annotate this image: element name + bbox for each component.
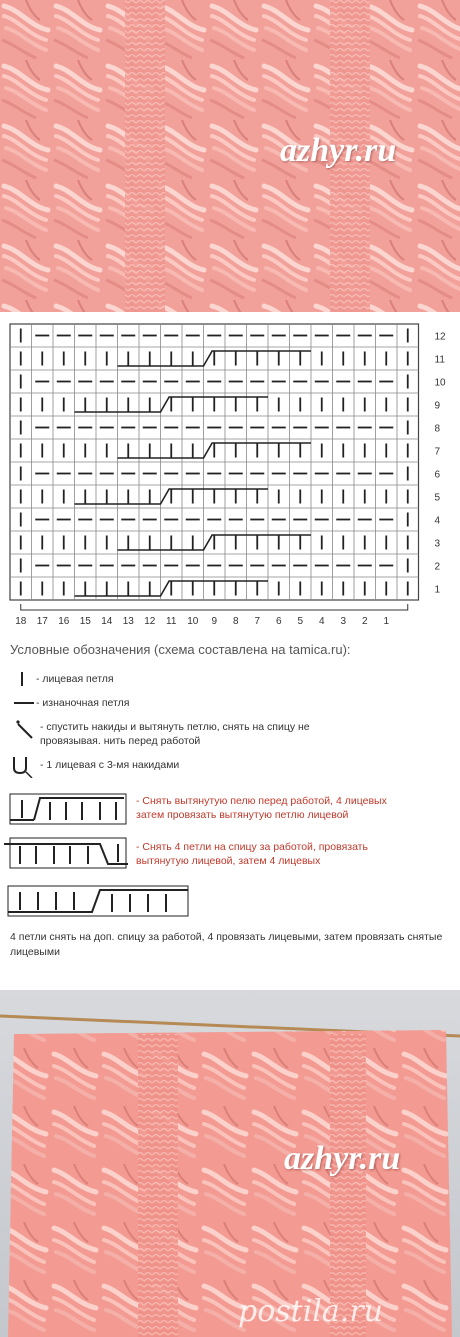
col-number: 6 bbox=[275, 616, 282, 627]
row-number: 3 bbox=[434, 538, 441, 550]
col-number: 1 bbox=[383, 616, 390, 627]
legend bbox=[0, 638, 460, 968]
col-number: 2 bbox=[361, 616, 368, 627]
col-number: 3 bbox=[340, 616, 347, 627]
cable-icon bbox=[6, 884, 190, 920]
row-number: 5 bbox=[434, 492, 441, 504]
watermark-bottom: azhyr.ru bbox=[284, 1140, 401, 1177]
legend-title: Условные обозначения (схема составлена на tamica.ru): bbox=[10, 642, 351, 657]
col-number: 10 bbox=[187, 616, 199, 627]
col-number: 17 bbox=[36, 616, 48, 627]
row-number: 1 bbox=[434, 584, 441, 596]
col-number: 15 bbox=[79, 616, 91, 627]
bottom-knit-photo bbox=[0, 990, 460, 1337]
col-number: 4 bbox=[318, 616, 325, 627]
drop-stitch-icon bbox=[10, 718, 40, 740]
legend-cross-back-label: - Снять 4 петли на спицу за работой, провязать вытянутую лицевой, затем 4 лицевых bbox=[136, 841, 368, 867]
col-number: 8 bbox=[232, 616, 239, 627]
row-number: 4 bbox=[434, 515, 441, 527]
col-number: 14 bbox=[101, 616, 113, 627]
knitting-chart bbox=[0, 318, 460, 628]
legend-purl-label: - изнаночная петля bbox=[36, 697, 130, 709]
row-number: 10 bbox=[434, 377, 446, 389]
row-number: 2 bbox=[434, 561, 441, 573]
row-number: 6 bbox=[434, 469, 441, 481]
triple-wrap-icon bbox=[10, 754, 40, 778]
col-number: 18 bbox=[15, 616, 27, 627]
legend-knit-label: - лицевая петля bbox=[36, 673, 114, 685]
col-number: 7 bbox=[254, 616, 261, 627]
cross-back-icon bbox=[4, 836, 130, 872]
col-number: 16 bbox=[58, 616, 70, 627]
row-number: 7 bbox=[434, 446, 441, 458]
legend-cross-front-label: - Снять вытянутую пелю перед работой, 4 лицевых затем провязать вытянутую петлю лицевой bbox=[136, 795, 387, 821]
col-number: 9 bbox=[211, 616, 218, 627]
row-number: 9 bbox=[434, 400, 441, 412]
chart-grid bbox=[0, 318, 460, 628]
col-number: 5 bbox=[297, 616, 304, 627]
cross-front-icon bbox=[8, 792, 128, 828]
legend-wrap-label: - 1 лицевая с 3-мя накидами bbox=[40, 759, 180, 771]
repeat-bracket bbox=[21, 604, 408, 610]
legend-drop-label: - спустить накиды и вытянуть петлю, снять на спицу не провязывая. нить перед работой bbox=[40, 721, 310, 747]
row-number: 8 bbox=[434, 423, 441, 435]
col-number: 11 bbox=[166, 616, 177, 627]
legend-cable-label: 4 петли снять на доп. спицу за работой, 4 провязать лицевыми, затем провязать снятые лицевыми bbox=[10, 931, 443, 958]
postila-watermark: postila.ru bbox=[238, 1294, 383, 1329]
watermark-top: azhyr.ru bbox=[280, 132, 397, 169]
top-knit-photo bbox=[0, 0, 460, 312]
col-number: 13 bbox=[122, 616, 134, 627]
row-number: 11 bbox=[434, 354, 445, 366]
col-number: 12 bbox=[144, 616, 156, 627]
row-number: 12 bbox=[434, 331, 446, 343]
